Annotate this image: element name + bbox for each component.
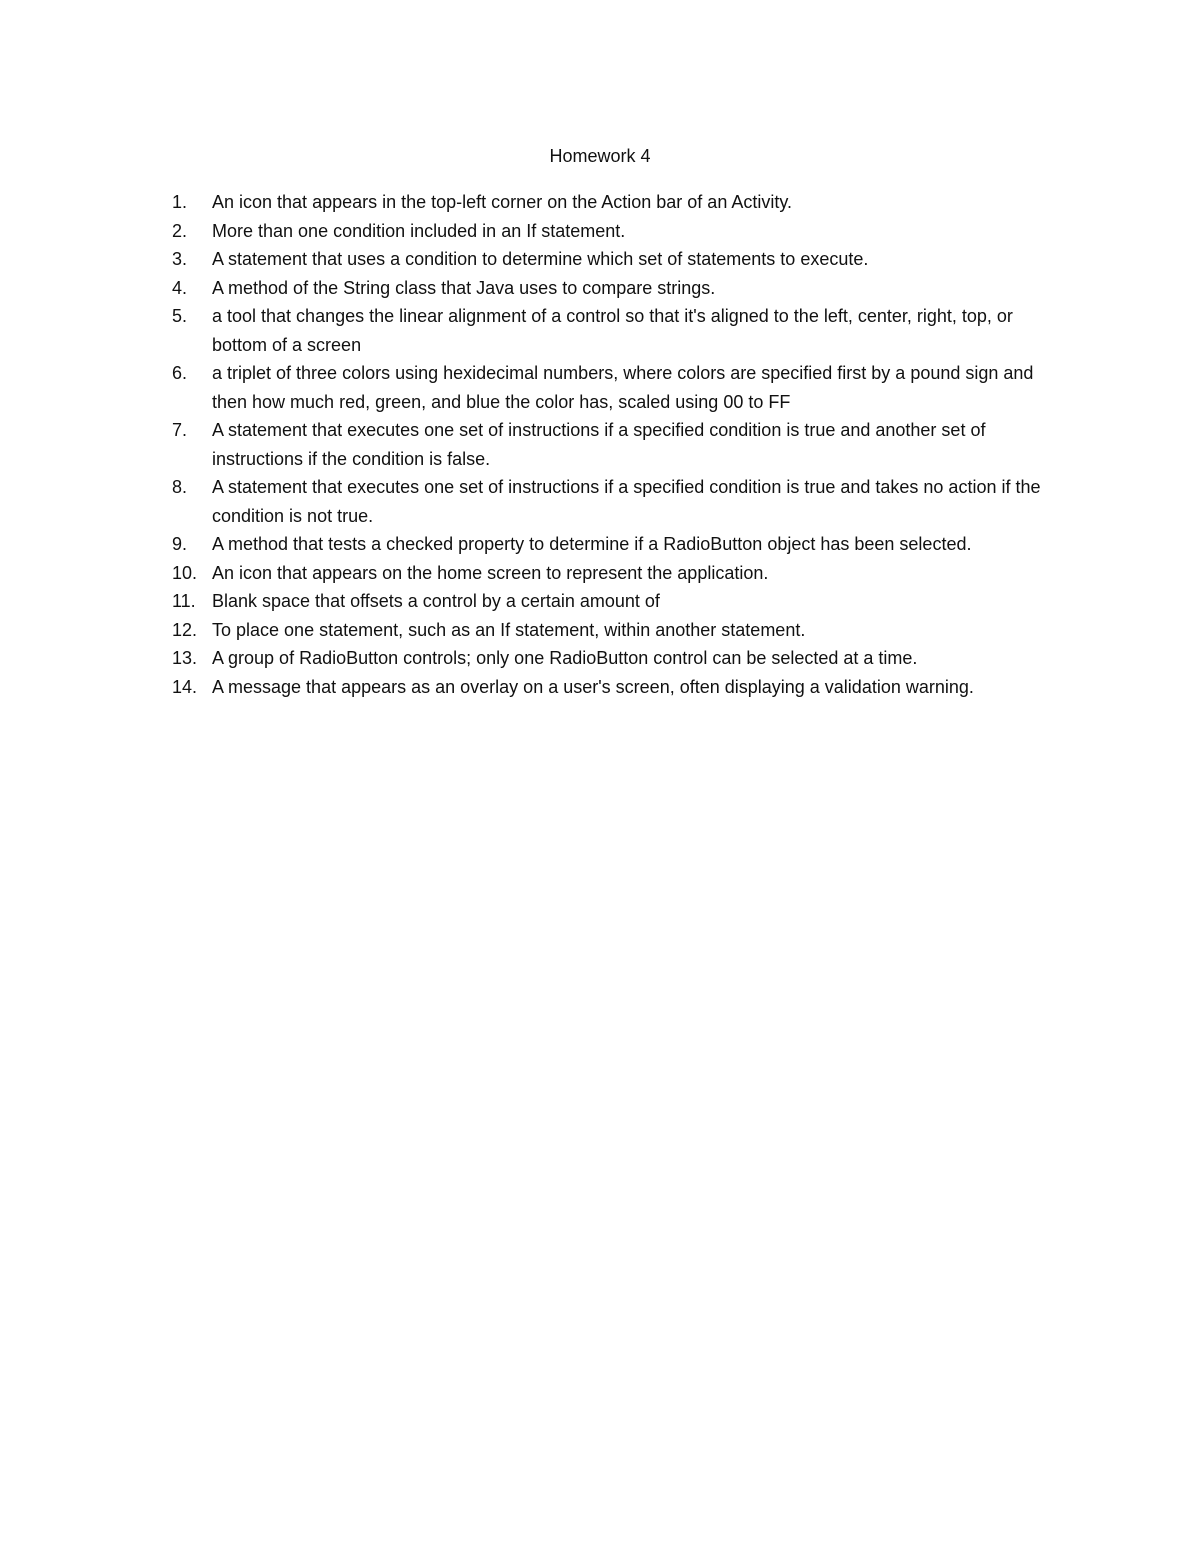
- question-item-10: [172, 559, 1072, 588]
- question-text: a tool that changes the linear alignment of a control so that it's aligned to the left, center, right, top, or bottom of a screen: [212, 306, 1013, 355]
- question-text: A method that tests a checked property to determine if a RadioButton object has been selected.: [212, 534, 972, 554]
- question-text: A statement that executes one set of instructions if a specified condition is true and another set of instructions if the condition is false.: [212, 420, 986, 469]
- question-number: 4.: [172, 277, 188, 298]
- question-item-13: [172, 644, 1072, 673]
- question-number: 2.: [172, 220, 188, 241]
- document-title: Homework 4: [549, 146, 651, 166]
- question-number: 5.: [172, 306, 188, 326]
- question-number: 10.: [172, 562, 198, 583]
- question-item-9: [172, 530, 1072, 559]
- question-number: 3.: [172, 249, 188, 269]
- question-number: 7.: [172, 420, 188, 440]
- question-number: 12.: [172, 619, 198, 640]
- question-list: [172, 188, 1072, 701]
- question-item-6: [172, 359, 1072, 416]
- question-item-8: [172, 473, 1072, 530]
- question-text: A message that appears as an overlay on a user's screen, often displaying a validation warning.: [212, 676, 974, 697]
- question-number: 8.: [172, 477, 188, 497]
- question-number: 14.: [172, 676, 198, 697]
- question-number: 13.: [172, 648, 198, 668]
- question-number: 11.: [172, 591, 196, 611]
- question-text: An icon that appears in the top-left corner on the Action bar of an Activity.: [212, 192, 793, 212]
- question-item-12: [172, 616, 1072, 645]
- question-number: 1.: [172, 192, 188, 212]
- question-text: A statement that executes one set of instructions if a specified condition is true and takes no action if the condition is not true.: [212, 477, 1041, 526]
- question-text: Blank space that offsets a control by a certain amount of: [212, 591, 660, 611]
- question-item-11: [172, 587, 1072, 616]
- question-text: A statement that uses a condition to determine which set of statements to execute.: [212, 249, 869, 269]
- question-item-14: [172, 673, 1072, 702]
- question-text: A method of the String class that Java uses to compare strings.: [212, 277, 716, 298]
- question-item-1: [172, 188, 1072, 217]
- question-item-7: [172, 416, 1072, 473]
- question-text: More than one condition included in an If statement.: [212, 220, 626, 241]
- question-number: 6.: [172, 363, 188, 383]
- question-item-5: [172, 302, 1072, 359]
- question-text: a triplet of three colors using hexidecimal numbers, where colors are specified first by a pound sign and then how much red, green, and blue the color has, scaled using 00 to FF: [212, 363, 1034, 412]
- question-text: To place one statement, such as an If statement, within another statement.: [212, 619, 806, 640]
- question-item-3: [172, 245, 1072, 274]
- question-number: 9.: [172, 534, 188, 554]
- question-text: An icon that appears on the home screen to represent the application.: [212, 562, 769, 583]
- question-item-4: [172, 274, 1072, 303]
- question-item-2: [172, 217, 1072, 246]
- question-text: A group of RadioButton controls; only one RadioButton control can be selected at a time.: [212, 648, 918, 668]
